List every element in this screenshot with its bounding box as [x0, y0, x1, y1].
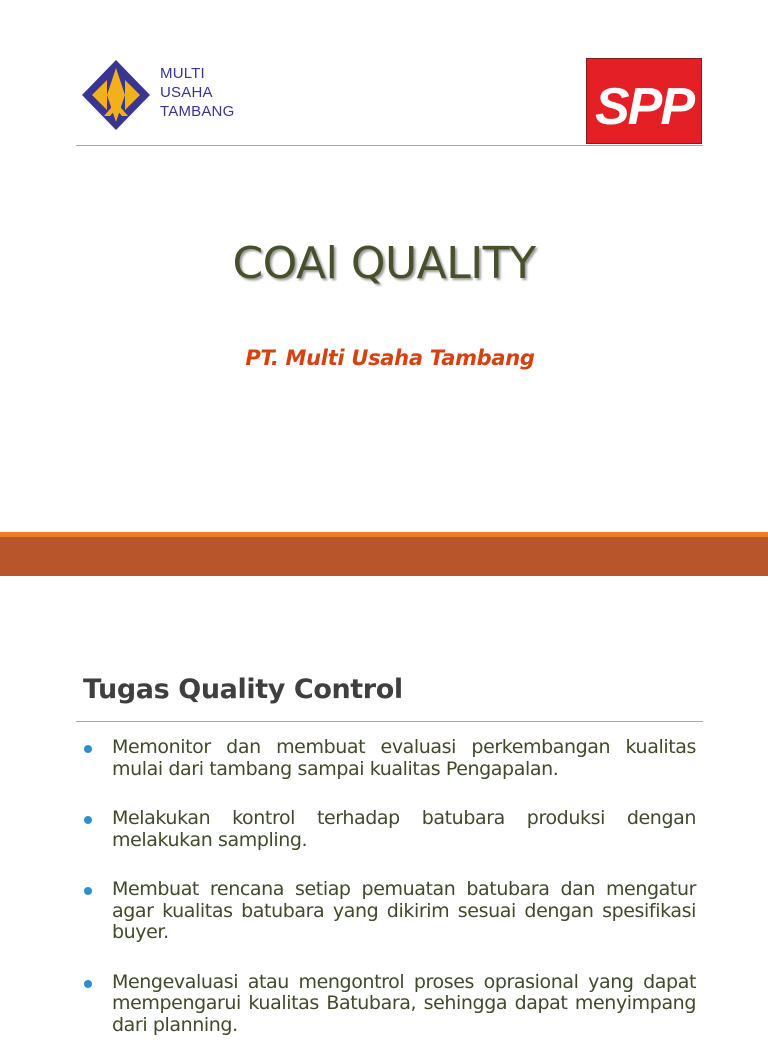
bullet-dot-icon: [84, 745, 92, 753]
slide-subtitle: PT. Multi Usaha Tambang: [245, 346, 535, 370]
bullet-item: [84, 972, 696, 1037]
bullet-dot-icon: [84, 980, 92, 988]
bullet-text: Mengevaluasi atau mengontrol proses oprasional yang dapat mempengarui kualitas Batubara, sehingga dapat menyimpang dari planning.: [112, 970, 696, 1036]
content-slide: [0, 576, 768, 1036]
header-divider: [76, 145, 703, 146]
bullet-list: [84, 737, 696, 1064]
bullet-text: Melakukan kontrol terhadap batubara produksi dengan melakukan sampling.: [112, 807, 696, 851]
spp-logo: [586, 58, 702, 144]
logo-line-1: MULTI: [160, 65, 205, 82]
bullet-text: Membuat rencana setiap pemuatan batubara dan mengatur agar kualitas batubara yang dikirim sesuai dengan spesifikasi buyer.: [112, 878, 696, 943]
logo-line-2: USAHA: [160, 84, 213, 101]
bullet-text: Memonitor dan membuat evaluasi perkembangan kualitas mulai dari tambang sampai kualitas Pengapalan.: [112, 736, 696, 780]
bullet-dot-icon: [84, 816, 92, 824]
footer-band: [0, 537, 768, 576]
bullet-item: [84, 879, 696, 944]
bullet-dot-icon: [84, 887, 92, 895]
company-logo-text: [160, 64, 234, 121]
multi-usaha-tambang-logo: [80, 58, 152, 132]
bullet-item: [84, 808, 696, 851]
slide-heading: Tugas Quality Control: [83, 674, 403, 705]
logo-line-3: TAMBANG: [160, 103, 235, 120]
heading-divider: [76, 721, 703, 722]
slide-title: COAl QUALITY: [232, 238, 536, 289]
bullet-item: [84, 737, 696, 780]
spp-logo-text: SPP: [594, 78, 694, 136]
